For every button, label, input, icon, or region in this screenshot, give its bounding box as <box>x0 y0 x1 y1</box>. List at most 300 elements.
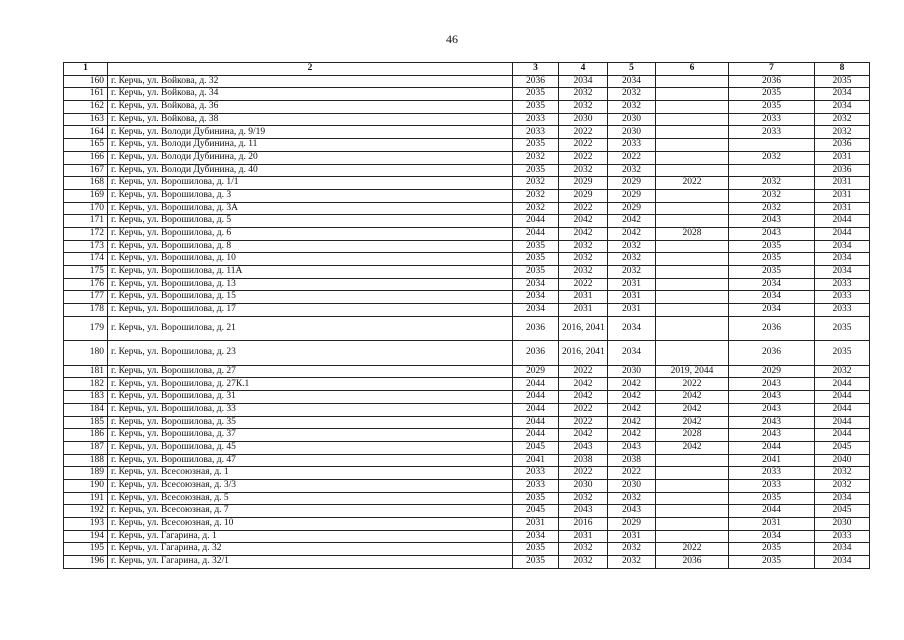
year-cell: 2029 <box>608 189 656 202</box>
year-cell: 2035 <box>815 341 870 366</box>
address-cell: г. Керчь, ул. Ворошилова, д. 3А <box>108 202 513 215</box>
year-cell: 2045 <box>815 505 870 518</box>
address-cell: г. Керчь, ул. Ворошилова, д. 13 <box>108 278 513 291</box>
year-cell: 2032 <box>513 202 559 215</box>
year-cell <box>656 151 729 164</box>
table-header <box>64 63 870 76</box>
row-number-cell: 169 <box>64 189 108 202</box>
year-cell: 2035 <box>729 492 815 505</box>
year-cell: 2036 <box>815 139 870 152</box>
year-cell: 2030 <box>608 126 656 139</box>
table-row <box>64 189 870 202</box>
table-row <box>64 266 870 279</box>
year-cell: 2044 <box>815 227 870 240</box>
table-row <box>64 454 870 467</box>
address-cell: г. Керчь, ул. Всесоюзная, д. 10 <box>108 518 513 531</box>
year-cell: 2031 <box>815 189 870 202</box>
year-cell <box>729 164 815 177</box>
year-cell: 2033 <box>729 113 815 126</box>
year-cell: 2045 <box>815 441 870 454</box>
year-cell: 2044 <box>815 391 870 404</box>
table-row <box>64 556 870 569</box>
year-cell <box>656 291 729 304</box>
year-cell: 2031 <box>559 304 608 317</box>
year-cell: 2042 <box>656 391 729 404</box>
year-cell <box>656 479 729 492</box>
row-number-cell: 191 <box>64 492 108 505</box>
year-cell: 2031 <box>815 151 870 164</box>
year-cell: 2033 <box>513 467 559 480</box>
year-cell: 2031 <box>729 518 815 531</box>
header-cell: 3 <box>513 63 559 76</box>
year-cell: 2032 <box>608 88 656 101</box>
year-cell: 2035 <box>729 556 815 569</box>
year-cell: 2031 <box>513 518 559 531</box>
address-cell: г. Керчь, ул. Ворошилова, д. 15 <box>108 291 513 304</box>
header-cell: 6 <box>656 63 729 76</box>
header-cell: 5 <box>608 63 656 76</box>
year-cell: 2042 <box>608 227 656 240</box>
year-cell: 2022 <box>559 202 608 215</box>
year-cell: 2035 <box>513 101 559 114</box>
year-cell: 2042 <box>559 429 608 442</box>
address-cell: г. Керчь, ул. Володи Дубинина, д. 20 <box>108 151 513 164</box>
year-cell: 2042 <box>608 215 656 228</box>
address-cell: г. Керчь, ул. Всесоюзная, д. 3/3 <box>108 479 513 492</box>
year-cell: 2044 <box>513 403 559 416</box>
year-cell: 2022 <box>656 177 729 190</box>
year-cell: 2044 <box>815 378 870 391</box>
page-number: 46 <box>446 32 458 46</box>
year-cell <box>656 492 729 505</box>
address-cell: г. Керчь, ул. Гагарина, д. 32/1 <box>108 556 513 569</box>
year-cell: 2031 <box>815 177 870 190</box>
address-cell: г. Керчь, ул. Володи Дубинина, д. 11 <box>108 139 513 152</box>
year-cell: 2035 <box>729 240 815 253</box>
row-number-cell: 176 <box>64 278 108 291</box>
year-cell: 2032 <box>608 543 656 556</box>
row-number-cell: 183 <box>64 391 108 404</box>
header-cell: 7 <box>729 63 815 76</box>
address-cell: г. Керчь, ул. Ворошилова, д. 10 <box>108 253 513 266</box>
year-cell: 2036 <box>513 75 559 88</box>
year-cell: 2043 <box>729 227 815 240</box>
row-number-cell: 178 <box>64 304 108 317</box>
address-cell: г. Керчь, ул. Ворошилова, д. 47 <box>108 454 513 467</box>
year-cell: 2032 <box>559 253 608 266</box>
year-cell: 2034 <box>815 88 870 101</box>
year-cell <box>656 101 729 114</box>
year-cell: 2030 <box>608 365 656 378</box>
year-cell: 2032 <box>513 177 559 190</box>
table-row <box>64 151 870 164</box>
year-cell: 2034 <box>815 101 870 114</box>
repair-schedule-table <box>63 62 870 569</box>
year-cell: 2040 <box>815 454 870 467</box>
year-cell: 2031 <box>559 291 608 304</box>
row-number-cell: 195 <box>64 543 108 556</box>
year-cell: 2035 <box>513 139 559 152</box>
year-cell <box>656 189 729 202</box>
header-cell: 8 <box>815 63 870 76</box>
year-cell <box>656 164 729 177</box>
year-cell: 2035 <box>513 88 559 101</box>
table-row <box>64 101 870 114</box>
year-cell: 2042 <box>559 378 608 391</box>
year-cell: 2034 <box>513 304 559 317</box>
year-cell: 2035 <box>513 266 559 279</box>
year-cell: 2032 <box>815 365 870 378</box>
row-number-cell: 186 <box>64 429 108 442</box>
year-cell: 2028 <box>656 227 729 240</box>
year-cell: 2034 <box>513 530 559 543</box>
header-cell: 2 <box>108 63 513 76</box>
table-row <box>64 291 870 304</box>
address-cell: г. Керчь, ул. Володи Дубинина, д. 9/19 <box>108 126 513 139</box>
row-number-cell: 190 <box>64 479 108 492</box>
year-cell: 2016 <box>559 518 608 531</box>
row-number-cell: 179 <box>64 316 108 341</box>
year-cell: 2034 <box>729 530 815 543</box>
table-row <box>64 215 870 228</box>
year-cell: 2035 <box>513 492 559 505</box>
address-cell: г. Керчь, ул. Всесоюзная, д. 7 <box>108 505 513 518</box>
row-number-cell: 172 <box>64 227 108 240</box>
year-cell: 2044 <box>513 215 559 228</box>
year-cell: 2033 <box>729 467 815 480</box>
table-row <box>64 341 870 366</box>
year-cell <box>656 253 729 266</box>
address-cell: г. Керчь, ул. Ворошилова, д. 37 <box>108 429 513 442</box>
year-cell: 2031 <box>608 291 656 304</box>
table-row <box>64 365 870 378</box>
table-row <box>64 126 870 139</box>
year-cell: 2033 <box>513 126 559 139</box>
address-cell: г. Керчь, ул. Ворошилова, д. 33 <box>108 403 513 416</box>
year-cell: 2030 <box>559 479 608 492</box>
year-cell <box>656 240 729 253</box>
year-cell <box>656 126 729 139</box>
year-cell: 2033 <box>608 139 656 152</box>
address-cell: г. Керчь, ул. Ворошилова, д. 35 <box>108 416 513 429</box>
table-row <box>64 202 870 215</box>
table-row <box>64 378 870 391</box>
year-cell: 2042 <box>608 378 656 391</box>
year-cell: 2044 <box>815 429 870 442</box>
address-cell: г. Керчь, ул. Войкова, д. 36 <box>108 101 513 114</box>
address-cell: г. Керчь, ул. Ворошилова, д. 5 <box>108 215 513 228</box>
year-cell: 2030 <box>608 113 656 126</box>
row-number-cell: 185 <box>64 416 108 429</box>
address-cell: г. Керчь, ул. Войкова, д. 34 <box>108 88 513 101</box>
row-number-cell: 181 <box>64 365 108 378</box>
year-cell: 2016, 2041 <box>559 341 608 366</box>
year-cell: 2034 <box>559 75 608 88</box>
year-cell: 2036 <box>729 341 815 366</box>
year-cell <box>656 202 729 215</box>
year-cell <box>656 505 729 518</box>
year-cell: 2036 <box>513 316 559 341</box>
year-cell: 2032 <box>559 88 608 101</box>
year-cell: 2035 <box>815 316 870 341</box>
year-cell: 2034 <box>815 492 870 505</box>
year-cell: 2032 <box>729 177 815 190</box>
year-cell: 2031 <box>815 202 870 215</box>
address-cell: г. Керчь, ул. Ворошилова, д. 17 <box>108 304 513 317</box>
year-cell: 2044 <box>513 378 559 391</box>
table-row <box>64 177 870 190</box>
table-row <box>64 530 870 543</box>
row-number-cell: 163 <box>64 113 108 126</box>
year-cell: 2044 <box>513 391 559 404</box>
year-cell: 2035 <box>513 164 559 177</box>
year-cell: 2038 <box>559 454 608 467</box>
year-cell: 2031 <box>559 530 608 543</box>
row-number-cell: 164 <box>64 126 108 139</box>
year-cell: 2028 <box>656 429 729 442</box>
year-cell: 2044 <box>815 403 870 416</box>
year-cell: 2041 <box>729 454 815 467</box>
year-cell: 2044 <box>729 505 815 518</box>
year-cell: 2033 <box>815 278 870 291</box>
year-cell: 2033 <box>729 126 815 139</box>
year-cell: 2042 <box>608 403 656 416</box>
year-cell: 2032 <box>608 101 656 114</box>
year-cell <box>656 304 729 317</box>
year-cell <box>656 467 729 480</box>
row-number-cell: 194 <box>64 530 108 543</box>
year-cell: 2034 <box>815 543 870 556</box>
year-cell: 2016, 2041 <box>559 316 608 341</box>
year-cell: 2032 <box>559 266 608 279</box>
year-cell: 2032 <box>608 253 656 266</box>
year-cell: 2035 <box>815 75 870 88</box>
year-cell: 2035 <box>729 266 815 279</box>
year-cell: 2044 <box>513 429 559 442</box>
year-cell: 2034 <box>815 240 870 253</box>
table-row <box>64 227 870 240</box>
row-number-cell: 173 <box>64 240 108 253</box>
year-cell <box>656 518 729 531</box>
year-cell: 2043 <box>729 429 815 442</box>
address-cell: г. Керчь, ул. Гагарина, д. 1 <box>108 530 513 543</box>
year-cell: 2034 <box>815 266 870 279</box>
row-number-cell: 177 <box>64 291 108 304</box>
year-cell: 2031 <box>608 278 656 291</box>
year-cell: 2032 <box>608 164 656 177</box>
header-cell: 4 <box>559 63 608 76</box>
year-cell: 2034 <box>815 556 870 569</box>
year-cell: 2043 <box>729 391 815 404</box>
year-cell: 2034 <box>608 75 656 88</box>
row-number-cell: 184 <box>64 403 108 416</box>
year-cell: 2031 <box>608 530 656 543</box>
year-cell: 2033 <box>513 479 559 492</box>
table-row <box>64 403 870 416</box>
year-cell: 2032 <box>559 492 608 505</box>
row-number-cell: 188 <box>64 454 108 467</box>
row-number-cell: 187 <box>64 441 108 454</box>
year-cell: 2044 <box>729 441 815 454</box>
year-cell: 2022 <box>559 151 608 164</box>
year-cell: 2043 <box>729 403 815 416</box>
year-cell: 2034 <box>729 278 815 291</box>
year-cell: 2045 <box>513 505 559 518</box>
address-cell: г. Керчь, ул. Ворошилова, д. 11А <box>108 266 513 279</box>
year-cell: 2033 <box>815 304 870 317</box>
address-cell: г. Керчь, ул. Ворошилова, д. 27К.1 <box>108 378 513 391</box>
year-cell <box>656 266 729 279</box>
year-cell: 2022 <box>656 378 729 391</box>
year-cell: 2022 <box>608 467 656 480</box>
address-cell: г. Керчь, ул. Ворошилова, д. 21 <box>108 316 513 341</box>
year-cell: 2042 <box>656 441 729 454</box>
year-cell: 2032 <box>559 556 608 569</box>
row-number-cell: 174 <box>64 253 108 266</box>
year-cell: 2032 <box>513 189 559 202</box>
year-cell: 2032 <box>815 467 870 480</box>
row-number-cell: 193 <box>64 518 108 531</box>
year-cell: 2032 <box>729 202 815 215</box>
year-cell: 2042 <box>559 391 608 404</box>
year-cell: 2029 <box>559 189 608 202</box>
year-cell: 2034 <box>729 304 815 317</box>
year-cell: 2042 <box>559 227 608 240</box>
address-cell: г. Керчь, ул. Гагарина, д. 32 <box>108 543 513 556</box>
year-cell: 2029 <box>608 202 656 215</box>
year-cell: 2043 <box>608 505 656 518</box>
year-cell: 2030 <box>608 479 656 492</box>
year-cell: 2022 <box>559 139 608 152</box>
year-cell: 2035 <box>513 253 559 266</box>
year-cell: 2032 <box>559 164 608 177</box>
year-cell: 2045 <box>513 441 559 454</box>
year-cell: 2044 <box>815 215 870 228</box>
address-cell: г. Керчь, ул. Ворошилова, д. 23 <box>108 341 513 366</box>
address-cell: г. Керчь, ул. Ворошилова, д. 3 <box>108 189 513 202</box>
row-number-cell: 196 <box>64 556 108 569</box>
table-row <box>64 88 870 101</box>
year-cell: 2036 <box>513 341 559 366</box>
address-cell: г. Керчь, ул. Всесоюзная, д. 5 <box>108 492 513 505</box>
year-cell <box>729 139 815 152</box>
address-cell: г. Керчь, ул. Ворошилова, д. 31 <box>108 391 513 404</box>
table-row <box>64 467 870 480</box>
row-number-cell: 171 <box>64 215 108 228</box>
year-cell: 2044 <box>513 416 559 429</box>
year-cell: 2022 <box>656 543 729 556</box>
year-cell: 2044 <box>513 227 559 240</box>
year-cell: 2032 <box>608 266 656 279</box>
table-body <box>64 75 870 568</box>
table-row <box>64 505 870 518</box>
table-row <box>64 240 870 253</box>
year-cell: 2032 <box>815 126 870 139</box>
year-cell: 2042 <box>559 215 608 228</box>
row-number-cell: 166 <box>64 151 108 164</box>
table-row <box>64 304 870 317</box>
address-cell: г. Керчь, ул. Ворошилова, д. 8 <box>108 240 513 253</box>
year-cell <box>656 75 729 88</box>
year-cell: 2041 <box>513 454 559 467</box>
year-cell: 2034 <box>815 253 870 266</box>
year-cell: 2035 <box>513 240 559 253</box>
table-row <box>64 492 870 505</box>
year-cell: 2034 <box>513 278 559 291</box>
year-cell: 2032 <box>815 113 870 126</box>
table-row <box>64 278 870 291</box>
year-cell: 2035 <box>729 543 815 556</box>
year-cell: 2036 <box>815 164 870 177</box>
row-number-cell: 168 <box>64 177 108 190</box>
year-cell: 2043 <box>729 378 815 391</box>
row-number-cell: 180 <box>64 341 108 366</box>
year-cell: 2022 <box>559 365 608 378</box>
table-row <box>64 518 870 531</box>
row-number-cell: 189 <box>64 467 108 480</box>
year-cell: 2043 <box>608 441 656 454</box>
year-cell: 2029 <box>559 177 608 190</box>
year-cell: 2032 <box>729 151 815 164</box>
year-cell: 2035 <box>513 543 559 556</box>
year-cell: 2033 <box>729 479 815 492</box>
year-cell: 2029 <box>608 518 656 531</box>
table-row <box>64 139 870 152</box>
table-row <box>64 316 870 341</box>
year-cell: 2043 <box>729 416 815 429</box>
address-cell: г. Керчь, ул. Всесоюзная, д. 1 <box>108 467 513 480</box>
year-cell: 2032 <box>729 189 815 202</box>
table-row <box>64 113 870 126</box>
year-cell: 2032 <box>608 492 656 505</box>
table-row <box>64 391 870 404</box>
year-cell: 2029 <box>608 177 656 190</box>
year-cell: 2036 <box>729 75 815 88</box>
year-cell: 2032 <box>559 101 608 114</box>
year-cell <box>656 341 729 366</box>
row-number-cell: 165 <box>64 139 108 152</box>
address-cell: г. Керчь, ул. Ворошилова, д. 27 <box>108 365 513 378</box>
year-cell: 2043 <box>729 215 815 228</box>
year-cell: 2044 <box>815 416 870 429</box>
year-cell <box>656 215 729 228</box>
year-cell: 2032 <box>513 151 559 164</box>
year-cell: 2038 <box>608 454 656 467</box>
year-cell <box>656 139 729 152</box>
year-cell: 2022 <box>559 126 608 139</box>
year-cell: 2033 <box>815 291 870 304</box>
address-cell: г. Керчь, ул. Войкова, д. 32 <box>108 75 513 88</box>
row-number-cell: 175 <box>64 266 108 279</box>
address-cell: г. Керчь, ул. Ворошилова, д. 45 <box>108 441 513 454</box>
year-cell: 2035 <box>729 88 815 101</box>
row-number-cell: 160 <box>64 75 108 88</box>
year-cell: 2034 <box>729 291 815 304</box>
year-cell: 2030 <box>559 113 608 126</box>
year-cell: 2032 <box>559 543 608 556</box>
year-cell: 2035 <box>729 253 815 266</box>
address-cell: г. Керчь, ул. Ворошилова, д. 1/1 <box>108 177 513 190</box>
table-row <box>64 75 870 88</box>
year-cell: 2032 <box>608 240 656 253</box>
year-cell: 2029 <box>729 365 815 378</box>
address-cell: г. Керчь, ул. Володи Дубинина, д. 40 <box>108 164 513 177</box>
year-cell: 2022 <box>559 278 608 291</box>
year-cell: 2042 <box>656 403 729 416</box>
year-cell <box>656 530 729 543</box>
year-cell: 2030 <box>815 518 870 531</box>
table-row <box>64 543 870 556</box>
